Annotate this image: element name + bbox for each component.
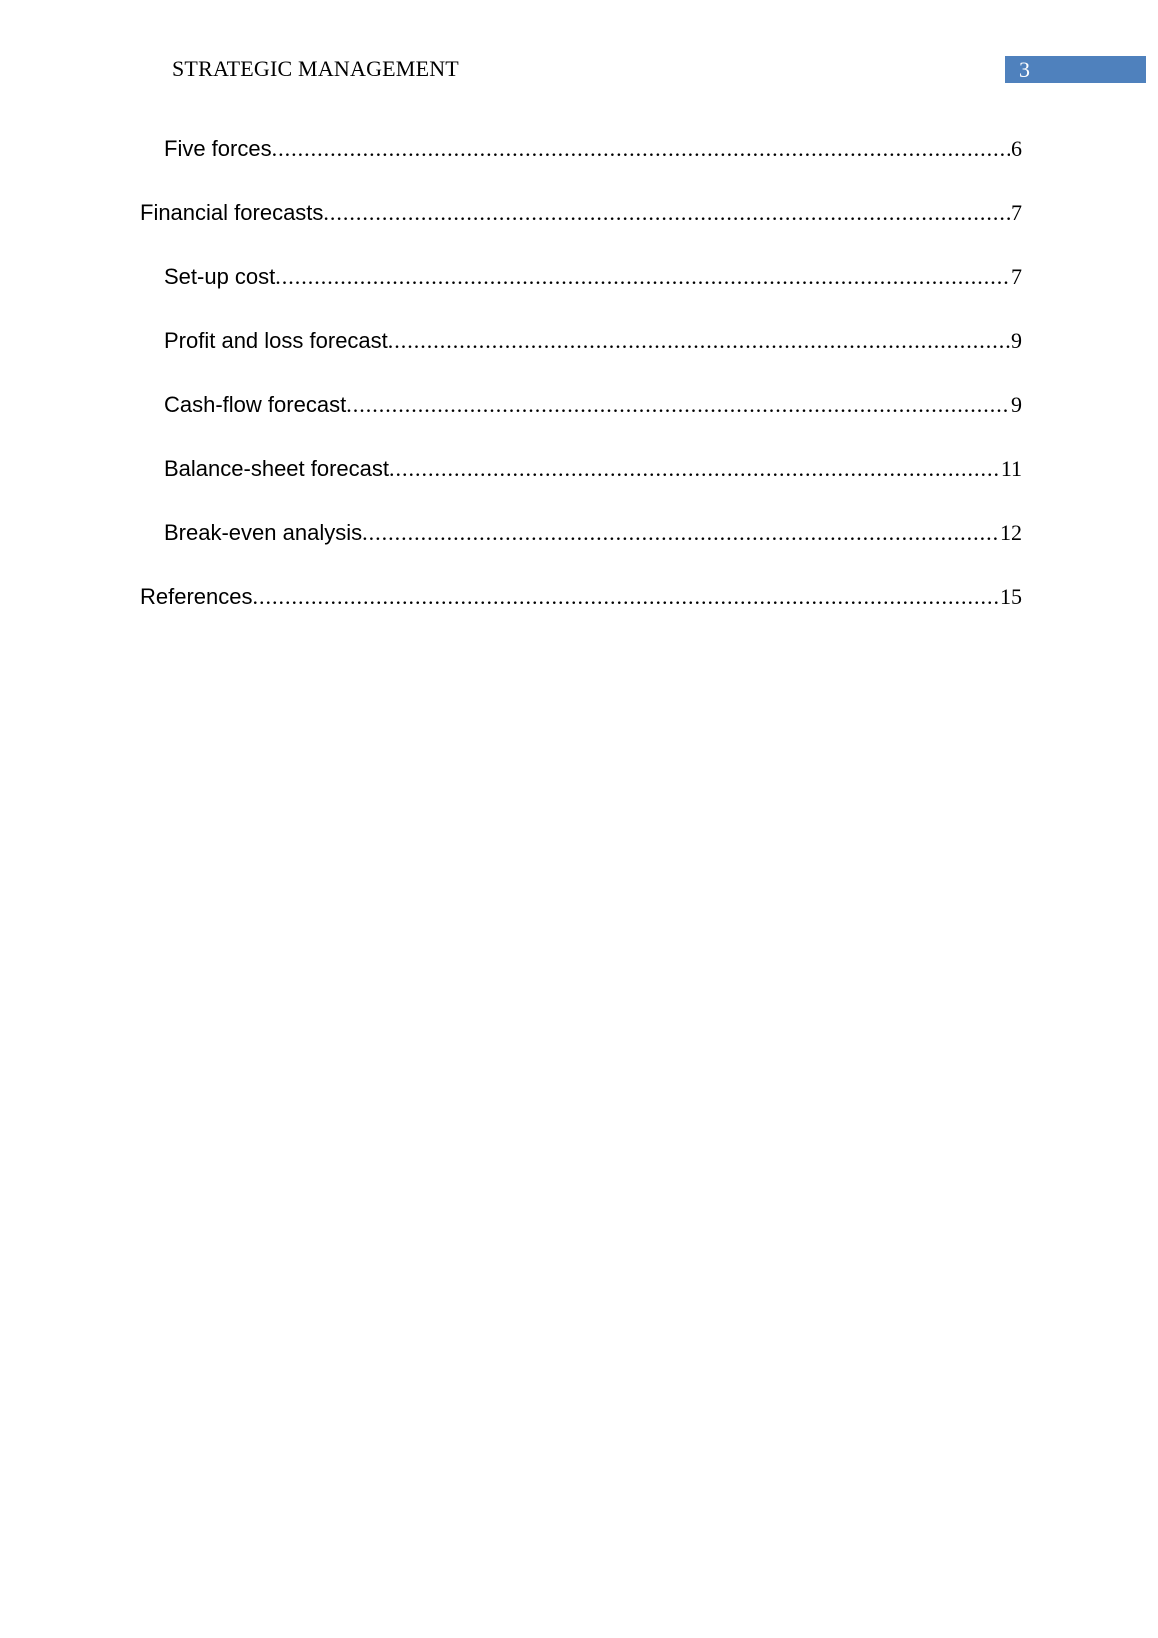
toc-dot-leader <box>323 200 1010 226</box>
toc-entry-page: 7 <box>1011 200 1022 225</box>
toc-entry-page: 6 <box>1011 136 1022 161</box>
toc-entry-page: 12 <box>1000 520 1022 545</box>
table-of-contents <box>140 136 1022 648</box>
toc-entry-five-forces[interactable] <box>140 136 1022 200</box>
toc-entry-page: 9 <box>1011 392 1022 417</box>
toc-entry-set-up-cost[interactable] <box>140 264 1022 328</box>
toc-entry-label: Set-up cost <box>164 264 276 289</box>
page-number: 3 <box>1019 57 1030 82</box>
toc-dot-leader <box>362 520 999 546</box>
toc-entry-label: Five forces <box>164 136 272 161</box>
toc-dot-leader <box>275 264 1010 290</box>
toc-dot-leader <box>389 456 1000 482</box>
toc-entry-page: 15 <box>1000 584 1022 609</box>
toc-dot-leader <box>253 584 999 610</box>
toc-entry-page: 9 <box>1011 328 1022 353</box>
toc-entry-label: References <box>140 584 253 609</box>
toc-entry-label: Break-even analysis <box>164 520 363 545</box>
toc-entry-cash-flow-forecast[interactable] <box>140 392 1022 456</box>
toc-entry-label: Balance-sheet forecast <box>164 456 390 481</box>
toc-dot-leader <box>346 392 1010 418</box>
toc-entry-label: Cash-flow forecast <box>164 392 347 417</box>
toc-entry-profit-and-loss-forecast[interactable] <box>140 328 1022 392</box>
toc-dot-leader <box>388 328 1010 354</box>
toc-entry-financial-forecasts[interactable] <box>140 200 1022 264</box>
toc-entry-label: Financial forecasts <box>140 200 324 225</box>
toc-entry-page: 7 <box>1011 264 1022 289</box>
toc-entry-page: 11 <box>1000 456 1022 481</box>
toc-entry-label: Profit and loss forecast <box>164 328 388 353</box>
toc-entry-references[interactable] <box>140 584 1022 648</box>
toc-entry-break-even-analysis[interactable] <box>140 520 1022 584</box>
page-number-badge <box>1005 56 1146 83</box>
running-header-title: STRATEGIC MANAGEMENT <box>172 56 459 81</box>
toc-entry-balance-sheet-forecast[interactable] <box>140 456 1022 520</box>
toc-dot-leader <box>272 136 1010 162</box>
